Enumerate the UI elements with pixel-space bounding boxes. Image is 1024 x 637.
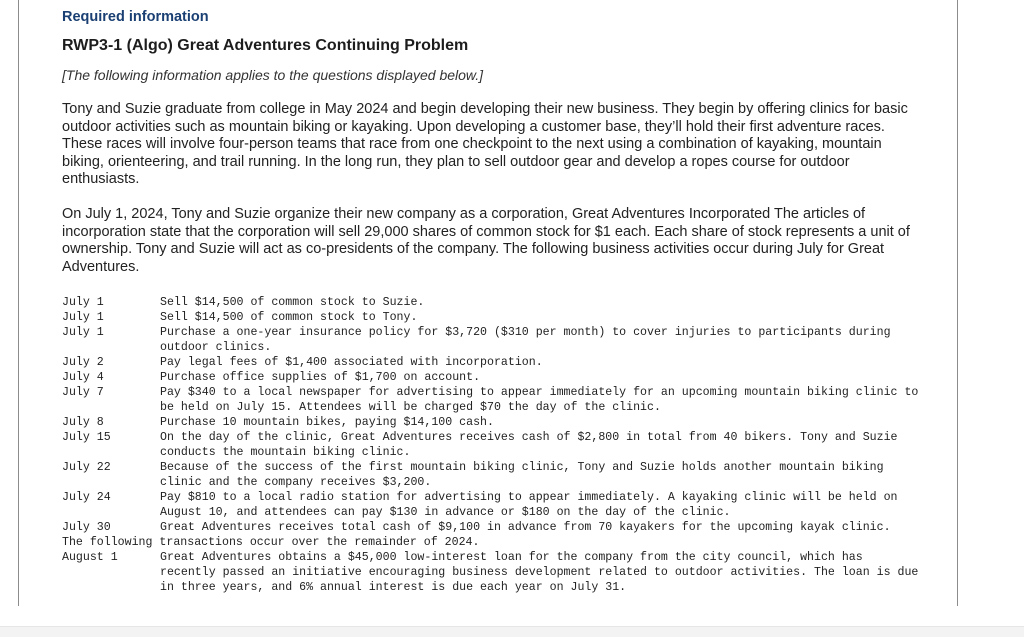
transaction-row <box>62 460 922 490</box>
intro-note: [The following information applies to the questions displayed below.] <box>62 67 484 83</box>
transaction-date: July 1 <box>62 326 104 339</box>
transaction-row <box>62 310 922 325</box>
bottom-strip <box>0 626 1024 637</box>
transaction-row <box>62 415 922 430</box>
transaction-row <box>62 295 922 310</box>
transaction-date: July 2 <box>62 356 104 369</box>
transaction-text: On the day of the clinic, Great Adventures receives cash of $2,800 in total from 40 bikers. Tony and Suzie conducts the mountain biking clinic. <box>160 431 898 459</box>
transaction-date: August 1 <box>62 551 118 564</box>
transaction-row <box>62 550 922 595</box>
transaction-text: Pay $810 to a local radio station for advertising to appear immediately. A kayaking clinic will be held on August 10, and attendees can pay $130 in advance or $180 on the day of the clinic. <box>160 491 898 519</box>
transaction-row <box>62 520 922 535</box>
transaction-text: Because of the success of the first mountain biking clinic, Tony and Suzie holds another mountain biking clinic and the company receives $3,200. <box>160 461 884 489</box>
transaction-date: July 1 <box>62 311 104 324</box>
transaction-row <box>62 430 922 460</box>
paragraph-incorporation: On July 1, 2024, Tony and Suzie organize their new company as a corporation, Great Adventures Incorporated The articles of incorporation state that the corporation will sell 29,000 shares of common stock for $1 each. Each share of stock represents a unit of ownership. Tony and Suzie will act as co-presidents of the company. The following business activities occur during July for Great Adventures. <box>62 206 910 275</box>
transaction-row <box>62 370 922 385</box>
paragraph-business-overview: Tony and Suzie graduate from college in May 2024 and begin developing their new business. They begin by offering clinics for basic outdoor activities such as mountain biking or kayaking. Upon developing a customer base, they’ll hold their first adventure races. These races will involve four-person teams that race from one checkpoint to the next using a combination of kayaking, mountain biking, orienteering, and trail running. In the long run, they plan to sell outdoor gear and develop a ropes course for outdoor enthusiasts. <box>62 101 908 188</box>
transaction-text: Great Adventures obtains a $45,000 low-interest loan for the company from the city council, which has recently passed an initiative encouraging business development related to outdoor activities. The loan is due in three years, and 6% annual interest is due each year on July 31. <box>160 551 919 594</box>
transaction-text: Purchase a one-year insurance policy for $3,720 ($310 per month) to cover injuries to participants during outdoor clinics. <box>160 326 891 354</box>
transaction-text: Pay $340 to a local newspaper for advertising to appear immediately for an upcoming mountain biking clinic to be held on July 15. Attendees will be charged $70 the day of the clinic. <box>160 386 919 414</box>
transaction-date: July 7 <box>62 386 104 399</box>
transaction-date: July 15 <box>62 431 111 444</box>
transactions-list <box>62 295 922 595</box>
transaction-text: Pay legal fees of $1,400 associated with incorporation. <box>160 356 543 369</box>
transaction-date: July 30 <box>62 521 111 534</box>
transaction-row <box>62 325 922 355</box>
transaction-text: Great Adventures receives total cash of $9,100 in advance from 70 kayakers for the upcoming kayak clinic. <box>160 521 891 534</box>
transaction-text: Purchase 10 mountain bikes, paying $14,100 cash. <box>160 416 494 429</box>
transaction-date: July 8 <box>62 416 104 429</box>
remainder-intro: The following transactions occur over the remainder of 2024. <box>62 536 480 549</box>
transaction-text: Sell $14,500 of common stock to Tony. <box>160 311 418 324</box>
transaction-date: July 4 <box>62 371 104 384</box>
required-information-label: Required information <box>62 9 209 25</box>
problem-title: RWP3-1 (Algo) Great Adventures Continuing Problem <box>62 37 469 54</box>
transaction-text: Purchase office supplies of $1,700 on account. <box>160 371 481 384</box>
transaction-date: July 1 <box>62 296 104 309</box>
transaction-date: July 24 <box>62 491 111 504</box>
transaction-row <box>62 385 922 415</box>
transaction-date: July 22 <box>62 461 111 474</box>
transaction-row <box>62 490 922 520</box>
transaction-text: Sell $14,500 of common stock to Suzie. <box>160 296 425 309</box>
transaction-row <box>62 355 922 370</box>
